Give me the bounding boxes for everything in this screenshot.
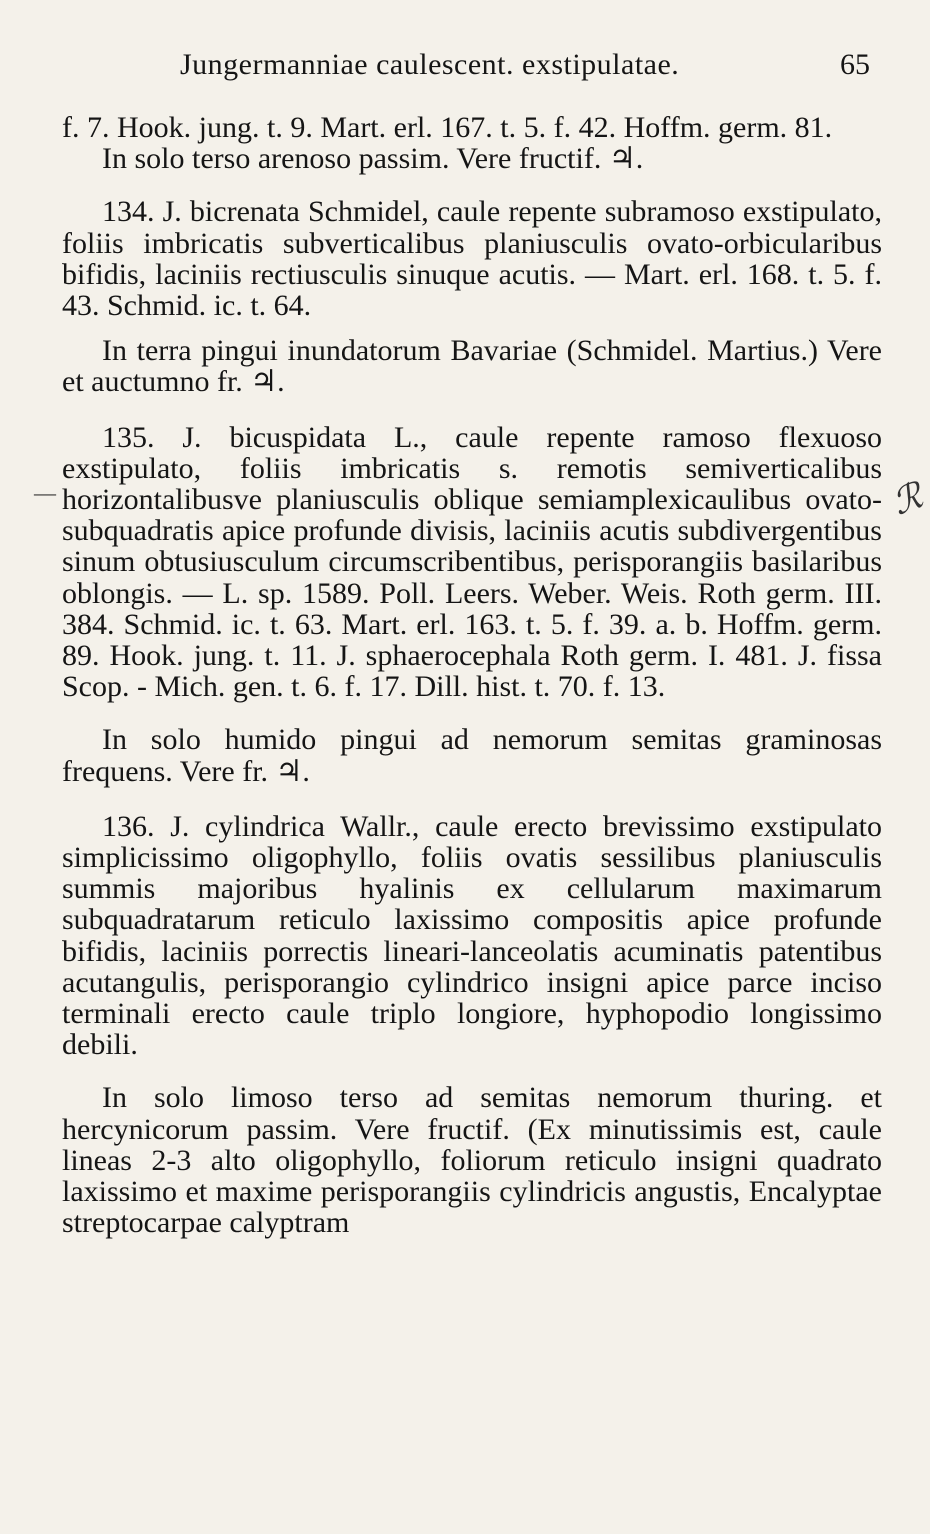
paragraph-species-134: 134. J. bicrenata Schmidel, caule repente subramoso exstipulato, foliis imbricatis subverticalibus planiusculis ovato-orbicularibus bifidis, laciniis rectiusculis sinuque acutis. — Mart. erl. 168. t. 5. f. 43. Schmid. ic. t. 64.	[62, 195, 882, 323]
page-body	[62, 112, 882, 1239]
margin-dash: —	[34, 480, 56, 505]
paragraph-habitat-135: In solo humido pingui ad nemorum semitas graminosas frequens. Vere fr. ♃.	[62, 723, 882, 788]
paragraph-habitat-136: In solo limoso terso ad semitas nemorum thuring. et hercynicorum passim. Vere fructif. (Ex minutissimis est, caule lineas 2-3 alto oligophyllo, foliorum reticulo insigni quadrato laxissimo et maxime perisporangiis cylindricis angustis, Encalyptae streptocarpae calyptram	[62, 1081, 882, 1240]
paragraph-habitat-134: In terra pingui inundatorum Bavariae (Schmidel. Martius.) Vere et auctumno fr. ♃.	[62, 334, 882, 399]
paragraph-references-continued: f. 7. Hook. jung. t. 9. Mart. erl. 167. t. 5. f. 42. Hoffm. germ. 81.	[62, 111, 833, 144]
page-header	[180, 48, 870, 94]
paragraph-species-135: 135. J. bicuspidata L., caule repente ramoso flexuoso exstipulato, foliis imbricatis s. remotis semiverticalibus horizontalibusve planiusculis oblique semiamplexicaulibus ovato-subquadratis apice profunde divisis, laciniis acutis subdivergentibus sinum obtusiusculum circumscribentibus, perisporangiis basilaribus oblongis. — L. sp. 1589. Poll. Leers. Weber. Weis. Roth germ. III. 384. Schmid. ic. t. 63. Mart. erl. 163. t. 5. f. 39. a. b. Hoffm. germ. 89. Hook. jung. t. 11. J. sphaerocephala Roth germ. I. 481. J. fissa Scop. - Mich. gen. t. 6. f. 17. Dill. hist. t. 70. f. 13.	[62, 420, 882, 704]
paragraph-habitat-133: In solo terso arenoso passim. Vere fructif. ♃.	[102, 142, 644, 176]
running-title: Jungermanniae caulescent. exstipulatae.	[180, 48, 680, 81]
paragraph-species-136: 136. J. cylindrica Wallr., caule erecto brevissimo exstipulato simplicissimo oligophyllo, foliis ovatis sessilibus planiusculis summis majoribus hyalinis ex cellularum maximarum subquadratarum reticulo laxissimo compositis apice profunde bifidis, laciniis porrectis lineari-lanceolatis acuminatis patentibus acutangulis, perisporangio cylindrico insigni apice parce inciso terminali erecto caule triplo longiore, hyphopodio longissimo debili.	[62, 809, 882, 1062]
margin-handwritten-mark: ℛ	[887, 475, 928, 523]
page-number: 65	[840, 48, 870, 81]
